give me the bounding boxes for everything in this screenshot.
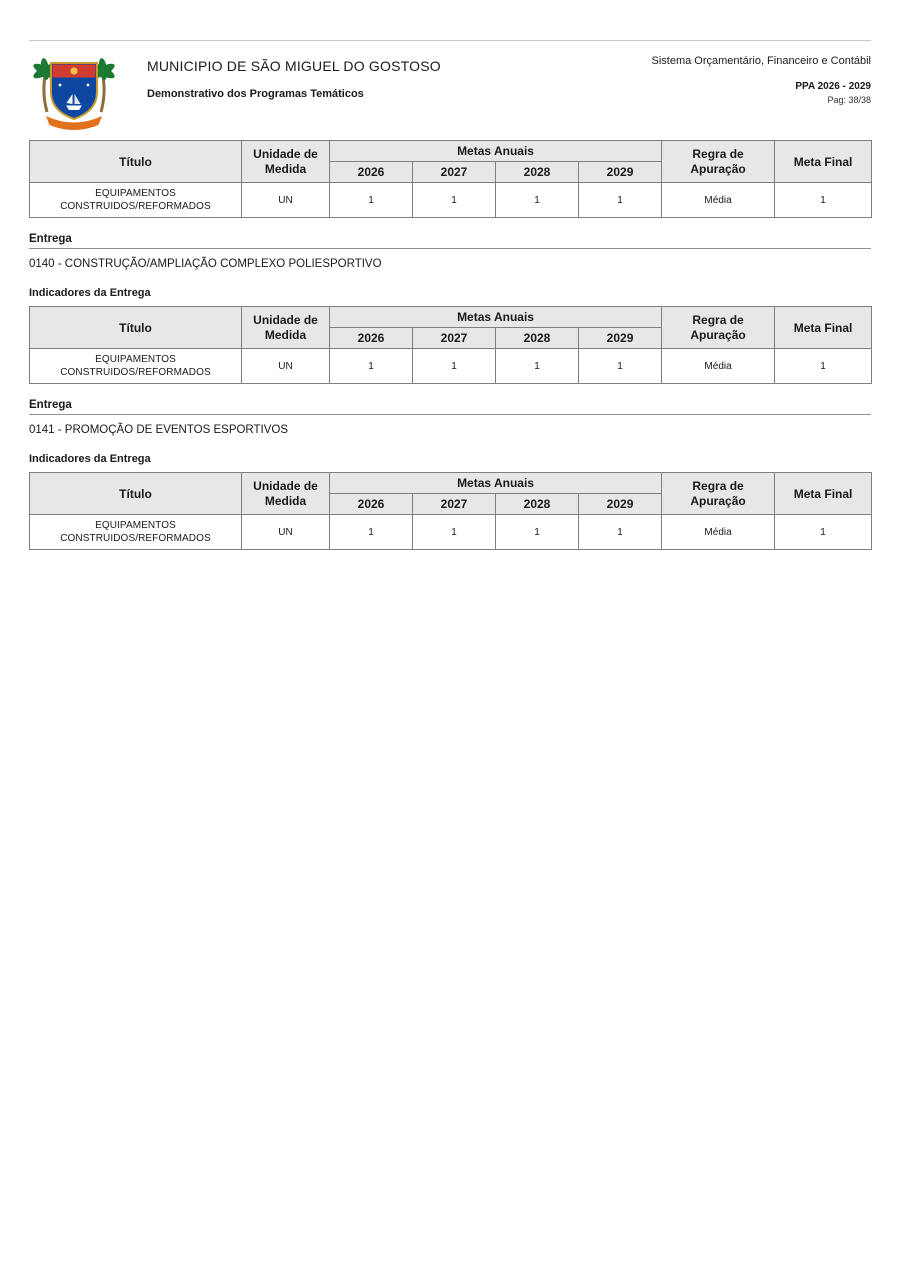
col-header-metas-anuais: Metas Anuais	[330, 473, 662, 494]
entrega-code: 0141 - PROMOÇÃO DE EVENTOS ESPORTIVOS	[29, 424, 289, 436]
table-row	[30, 515, 872, 550]
col-header-titulo: Título	[30, 307, 242, 349]
cell-meta-final: 1	[775, 349, 872, 384]
cell-meta-2026: 1	[330, 515, 413, 550]
cell-meta-2028: 1	[496, 515, 579, 550]
col-header-year-2027: 2027	[413, 494, 496, 515]
table-row	[30, 183, 872, 218]
municipality-name: MUNICIPIO DE SÃO MIGUEL DO GOSTOSO	[147, 58, 441, 74]
cell-regra: Média	[662, 183, 775, 218]
col-header-year-2026: 2026	[330, 328, 413, 349]
cell-meta-2029: 1	[579, 183, 662, 218]
cell-unidade: UN	[242, 183, 330, 218]
entrega-heading: Entrega	[29, 233, 871, 249]
col-header-year-2028: 2028	[496, 162, 579, 183]
cell-meta-2026: 1	[330, 349, 413, 384]
cell-regra: Média	[662, 349, 775, 384]
cell-titulo: EQUIPAMENTOS CONSTRUIDOS/REFORMADOS	[30, 515, 242, 550]
col-header-meta-final: Meta Final	[775, 307, 872, 349]
ppa-period: PPA 2026 - 2029	[795, 81, 871, 92]
report-header	[29, 40, 871, 133]
col-header-year-2027: 2027	[413, 162, 496, 183]
col-header-year-2028: 2028	[496, 494, 579, 515]
system-name: Sistema Orçamentário, Financeiro e Contábil	[651, 55, 871, 67]
col-header-year-2027: 2027	[413, 328, 496, 349]
cell-meta-2029: 1	[579, 349, 662, 384]
cell-meta-2026: 1	[330, 183, 413, 218]
indicadores-heading: Indicadores da Entrega	[29, 453, 151, 465]
col-header-unidade-medida: Unidade de Medida	[242, 141, 330, 183]
col-header-unidade-medida: Unidade de Medida	[242, 473, 330, 515]
col-header-unidade-medida: Unidade de Medida	[242, 307, 330, 349]
table-row	[30, 349, 872, 384]
municipal-coat-of-arms-icon	[31, 46, 117, 132]
indicators-table-1	[29, 140, 872, 218]
cell-meta-final: 1	[775, 183, 872, 218]
col-header-year-2026: 2026	[330, 162, 413, 183]
page-indicator: Pag: 38/38	[827, 95, 871, 105]
col-header-regra-apuracao: Regra de Apuração	[662, 307, 775, 349]
cell-meta-2028: 1	[496, 183, 579, 218]
cell-unidade: UN	[242, 515, 330, 550]
col-header-year-2029: 2029	[579, 328, 662, 349]
indicadores-heading: Indicadores da Entrega	[29, 287, 151, 299]
col-header-titulo: Título	[30, 141, 242, 183]
col-header-titulo: Título	[30, 473, 242, 515]
col-header-meta-final: Meta Final	[775, 141, 872, 183]
indicators-table-3	[29, 472, 872, 550]
entrega-code: 0140 - CONSTRUÇÃO/AMPLIAÇÃO COMPLEXO POLIESPORTIVO	[29, 258, 382, 270]
col-header-regra-apuracao: Regra de Apuração	[662, 141, 775, 183]
cell-regra: Média	[662, 515, 775, 550]
report-title: Demonstrativo dos Programas Temáticos	[147, 88, 364, 100]
cell-meta-2028: 1	[496, 349, 579, 384]
cell-meta-2027: 1	[413, 349, 496, 384]
col-header-metas-anuais: Metas Anuais	[330, 141, 662, 162]
cell-unidade: UN	[242, 349, 330, 384]
cell-meta-final: 1	[775, 515, 872, 550]
col-header-year-2028: 2028	[496, 328, 579, 349]
header-right-block	[652, 55, 871, 105]
entrega-heading: Entrega	[29, 399, 871, 415]
cell-meta-2027: 1	[413, 183, 496, 218]
cell-titulo: EQUIPAMENTOS CONSTRUIDOS/REFORMADOS	[30, 183, 242, 218]
col-header-year-2026: 2026	[330, 494, 413, 515]
col-header-year-2029: 2029	[579, 162, 662, 183]
cell-meta-2029: 1	[579, 515, 662, 550]
col-header-year-2029: 2029	[579, 494, 662, 515]
col-header-metas-anuais: Metas Anuais	[330, 307, 662, 328]
col-header-regra-apuracao: Regra de Apuração	[662, 473, 775, 515]
col-header-meta-final: Meta Final	[775, 473, 872, 515]
cell-titulo: EQUIPAMENTOS CONSTRUIDOS/REFORMADOS	[30, 349, 242, 384]
cell-meta-2027: 1	[413, 515, 496, 550]
indicators-table-2	[29, 306, 872, 384]
